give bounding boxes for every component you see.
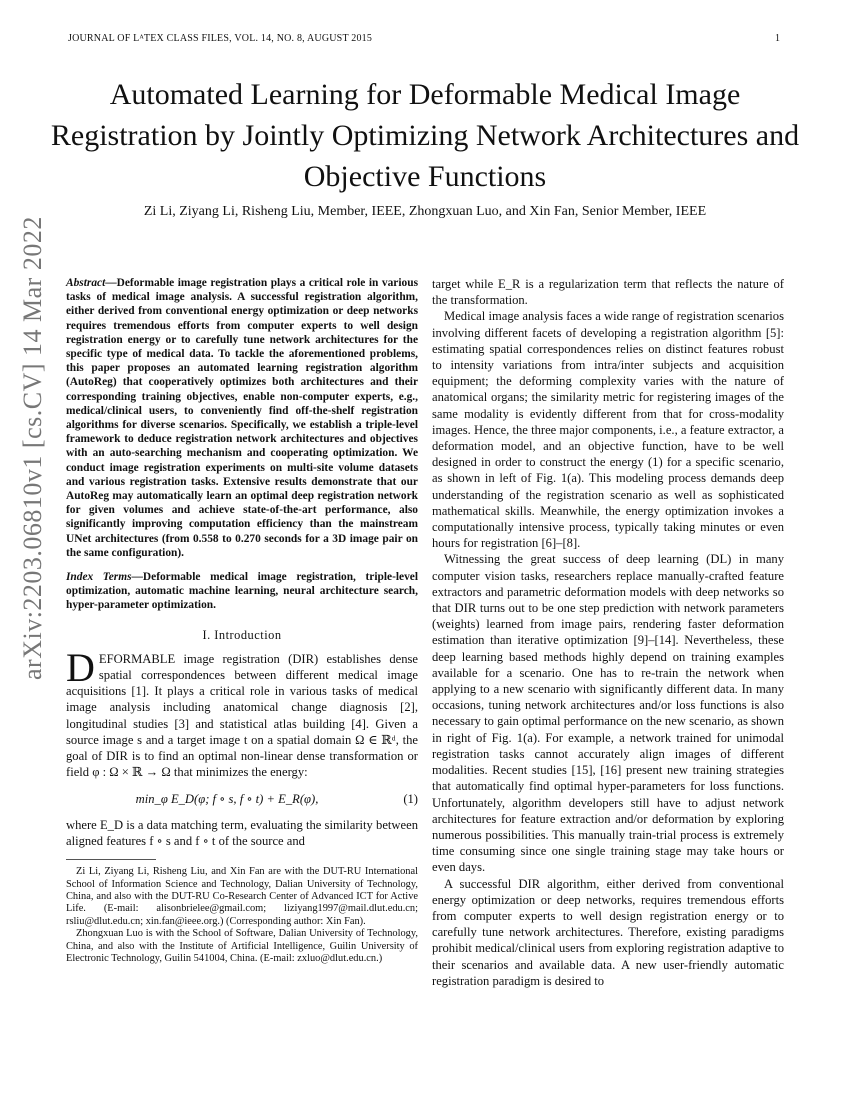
intro-paragraph-1 bbox=[66, 644, 418, 781]
right-paragraph-2: Medical image analysis faces a wide range of registration scenarios involving different facets of developing a registration algorithm [5]: estimating spatial correspondences relies on distinct features robust to intensity variations from intra/inter subjects and acquisition equipment; the deforming complexity varies with the nature of anatomical organs; the similarity metric for registering images of the same modality is evidently different from that for cross-modality images. Hence, the three major components, i.e., a feature extractor, a deformation model, and an objective function, have to be well designed in order to construct the energy (1) for a specific scenario, as shown in left of Fig. 1(a). This modeling process demands deep understanding of the registration scenario as well as sophisticated mathematical skills. Meanwhile, the energy optimization invokes a computationally intensive process, typically taking minutes or even hours for registration [6]–[8]. bbox=[432, 309, 784, 551]
author-list: Zi Li, Ziyang Li, Risheng Liu, Member, IEEE, Zhongxuan Luo, and Xin Fan, Senior Member, IEEE bbox=[143, 204, 707, 219]
equation-body: min_φ E_D(φ; f ∘ s, f ∘ t) + E_R(φ), bbox=[135, 791, 319, 806]
equation-1 bbox=[66, 791, 418, 807]
abstract bbox=[66, 276, 418, 560]
intro-paragraph-1-text: EFORMABLE image registration (DIR) establishes dense spatial correspondences between different medical image acquisitions [1]. It plays a critical role in various tasks of medical image analysis including anatomical change diagnosis [2], longitudinal studies [3] and statistical atlas building [4]. Given a source image s and a target image t on a spatial domain Ω ∈ ℝᵈ, the goal of DIR is to find an optimal non-linear dense transformation or field φ : Ω × ℝ → Ω that minimizes the energy: bbox=[66, 651, 418, 780]
abstract-label: Abstract bbox=[66, 277, 106, 289]
left-column bbox=[66, 276, 418, 965]
right-column bbox=[432, 276, 784, 989]
footnote-affiliation-2: Zhongxuan Luo is with the School of Software, Dalian University of Technology, China, and also with the Institute of Artificial Intelligence, Guilin University of Electronic Technology, Guilin 541004, China. (E-mail: zxluo@dlut.edu.cn.) bbox=[66, 928, 418, 964]
abstract-text: —Deformable image registration plays a critical role in various tasks of medical image analysis. A successful registration algorithm, either derived from conventional energy optimization or deep networks requires tremendous efforts from computer experts to well design registration energy or to carefully tune network architectures for the specific type of medical data. To tackle the aforementioned problems, this paper proposes an automated learning registration algorithm (AutoReg) that cooperatively optimizes both architectures and their corresponding training objectives, enable non-computer experts, e.g., medical/clinical users, to conveniently find off-the-shelf registration algorithms for diverse scenarios. Specifically, we establish a triple-level framework to deduce registration network architectures and objectives with an auto-searching mechanism and cooperating optimization. We conduct image registration experiments on multi-site volume datasets and various registration tasks. Extensive results demonstrate that our AutoReg may automatically learn an optimal deep registration network for given volumes and achieve state-of-the-art performance, also significantly improving computation efficiency than the mainstream UNet architectures (from 0.558 to 0.270 seconds for a 3D image pair on the same configuration). bbox=[66, 277, 418, 559]
footnotes bbox=[66, 866, 418, 965]
index-terms bbox=[66, 570, 418, 613]
equation-number: (1) bbox=[403, 791, 418, 806]
intro-paragraph-2: where E_D is a data matching term, evaluating the similarity between aligned features f ∘ s and f ∘ t of the source and bbox=[66, 817, 418, 848]
running-header: JOURNAL OF LᴬTEX CLASS FILES, VOL. 14, NO. 8, AUGUST 2015 bbox=[68, 33, 373, 44]
section-heading-introduction: I. Introduction bbox=[202, 627, 282, 642]
paper-title: Automated Learning for Deformable Medical Image Registration by Jointly Optimizing Network Architectures and Objective Functions bbox=[50, 78, 800, 193]
index-terms-text: —Deformable medical image registration, triple-level optimization, automatic machine learning, neural architecture search, hyper-parameter optimization. bbox=[66, 571, 418, 612]
footnote-rule bbox=[66, 859, 156, 860]
index-terms-label: Index Terms bbox=[66, 571, 132, 584]
footnote-affiliation-1: Zi Li, Ziyang Li, Risheng Liu, and Xin Fan are with the DUT-RU International School of Information Science and Technology, Dalian University of Technology, China, and also with the DUT-RU Co-Research Center of Advanced ICT for Active Life. (E-mail: alisonbrielee@gmail.com; liziyang1997@mail.dlut.edu.cn; rsliu@dlut.edu.cn; xin.fan@ieee.org.) (Corresponding author: Xin Fan). bbox=[66, 866, 418, 927]
right-paragraph-3: Witnessing the great success of deep learning (DL) in many computer vision tasks, researchers replace manually-crafted feature extractors and parametric deformation models with deep networks so that DIR turns out to be one step prediction with network parameters (weights) learned from image pairs, rendering faster deformation estimation than iterative optimization [9]–[14]. Nevertheless, these deep learning based methods highly depend on training examples available for a scenario. One has to re-train the network when applying to a new scenario with significantly different data. In many occasions, tuning network architectures and/or loss functions is also necessary to gain optimal performance on the new scenario, as shown in right of Fig. 1(a). For example, a network trained for unimodal registration tasks cannot accurately align images of different modalities. Recent studies [15], [16] present new training strategies that automatically find optimal hyper-parameters for loss functions. Unfortunately, algorithm developers still have to adjust network architectures for feature extraction and/or deformation by exploring numerous possibilities. This manually train-trial process is extremely time consuming since one single training stage may take hours or even days. bbox=[432, 552, 784, 875]
page-number: 1 bbox=[775, 33, 780, 44]
right-paragraph-4: A successful DIR algorithm, either derived from conventional energy optimization or deep networks, requires tremendous efforts from computer experts to well design registration energy or to carefully tune network architectures. Therefore, existing paradigms prohibit medical/clinical users from exploring registration adaptive to their scenarios and available data. A new user-friendly automatic registration paradigm is desired to bbox=[432, 876, 784, 988]
right-paragraph-1: target while E_R is a regularization term that reflects the nature of the transformation. bbox=[432, 277, 784, 308]
arxiv-stamp: arXiv:2203.06810v1 [cs.CV] 14 Mar 2022 bbox=[18, 216, 47, 680]
dropcap-letter: D bbox=[66, 644, 95, 690]
